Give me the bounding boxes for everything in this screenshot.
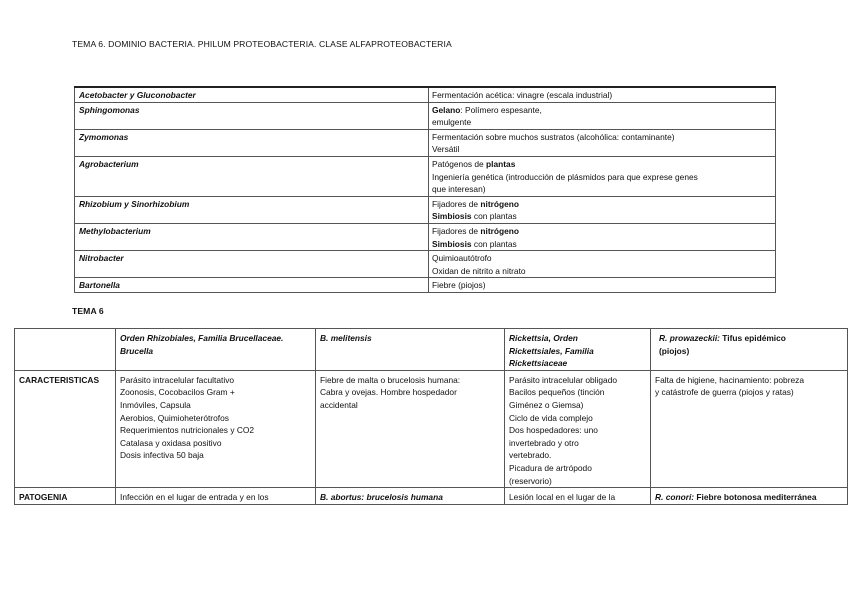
brucella-rickettsia-table [14,328,848,505]
rickettsia-patogenia: Lesión local en el lugar de la [505,488,651,505]
description-cell [429,87,776,102]
genus-cell: Nitrobacter [75,251,429,278]
row-label-caracteristicas: CARACTERISTICAS [15,370,116,487]
table-row [75,129,776,156]
table-row [75,223,776,250]
description-cell [429,251,776,278]
genus-cell: Rhizobium y Sinorhizobium [75,196,429,223]
row-label-patogenia: PATOGENIA [15,488,116,505]
table-row-caracteristicas [15,370,848,487]
description-line: Fiebre (piojos) [432,280,486,291]
header-b-melitensis: B. melitensis [316,329,505,371]
description-line: Fijadores de nitrógeno [432,225,520,236]
conori-patogenia: R. conori: Fiebre botonosa mediterránea [651,488,848,505]
table-row [75,278,776,293]
description-line: que interesan) [432,184,486,195]
brucella-patogenia: Infección en el lugar de entrada y en los [116,488,316,505]
genus-cell: Acetobacter y Gluconobacter [75,87,429,102]
description-line: Fijadores de nitrógeno [432,198,520,209]
description-line: Fermentación acética: vinagre (escala industrial) [432,90,613,100]
genus-cell: Sphingomonas [75,102,429,129]
table-row-patogenia [15,488,848,505]
table-row [75,102,776,129]
genus-cell: Agrobacterium [75,156,429,196]
description-line: Gelano: Polímero espesante, [432,104,542,115]
header-r-prowazeckii: R. prowazeckii: Tifus epidémico (piojos) [651,329,848,371]
description-cell [429,196,776,223]
table-row [75,251,776,278]
table-header-row [15,329,848,371]
abortus-patogenia: B. abortus: brucelosis humana [316,488,505,505]
description-line: Quimioautótrofo [432,253,492,264]
genus-cell: Methylobacterium [75,223,429,250]
table-row [75,87,776,102]
description-line: Oxidan de nitrito a nitrato [432,265,526,276]
header-rickettsia: Rickettsia, Orden Rickettsiales, Familia Rickettsiaceae [505,329,651,371]
description-line: Simbiosis con plantas [432,238,517,249]
description-line: Ingeniería genética (introducción de plásmidos para que exprese genes [432,171,698,182]
table-row [75,196,776,223]
description-cell [429,223,776,250]
melitensis-characteristics: Fiebre de malta o brucelosis humana: Cabra y ovejas. Hombre hospedador accidental [316,370,505,487]
genus-cell: Bartonella [75,278,429,293]
document-title: TEMA 6. DOMINIO BACTERIA. PHILUM PROTEOBACTERIA. CLASE ALFAPROTEOBACTERIA [72,39,452,49]
header-brucella: Orden Rhizobiales, Familia Brucellaceae. Brucella [116,329,316,371]
description-cell [429,102,776,129]
prowazeckii-characteristics: Falta de higiene, hacinamiento: pobreza y catástrofe de guerra (piojos y ratas) [651,370,848,487]
section-title: TEMA 6 [72,306,104,316]
description-line: Patógenos de plantas [432,158,516,169]
table-row [75,156,776,196]
description-line: Versátil [432,144,460,155]
description-cell [429,129,776,156]
description-cell [429,278,776,293]
rickettsia-characteristics: Parásito intracelular obligado Bacilos pequeños (tinción Giménez o Giemsa) Ciclo de vida complejo Dos hospedadores: uno invertebrado y otro vertebrado. Picadura de artrópodo (reservorio) [505,370,651,487]
description-line: emulgente [432,117,472,128]
description-line: Simbiosis con plantas [432,211,517,222]
genus-cell: Zymomonas [75,129,429,156]
alfaproteobacteria-table [74,86,776,293]
empty-header-cell [15,329,116,371]
description-line: Fermentación sobre muchos sustratos (alcohólica: contaminante) [432,131,675,142]
description-cell [429,156,776,196]
brucella-characteristics: Parásito intracelular facultativo Zoonosis, Cocobacilos Gram + Inmóviles, Capsula Aerobios, Quimioheterótrofos Requerimientos nutricionales y CO2 Catalasa y oxidasa positivo Dosis infectiva 50 baja [116,370,316,487]
